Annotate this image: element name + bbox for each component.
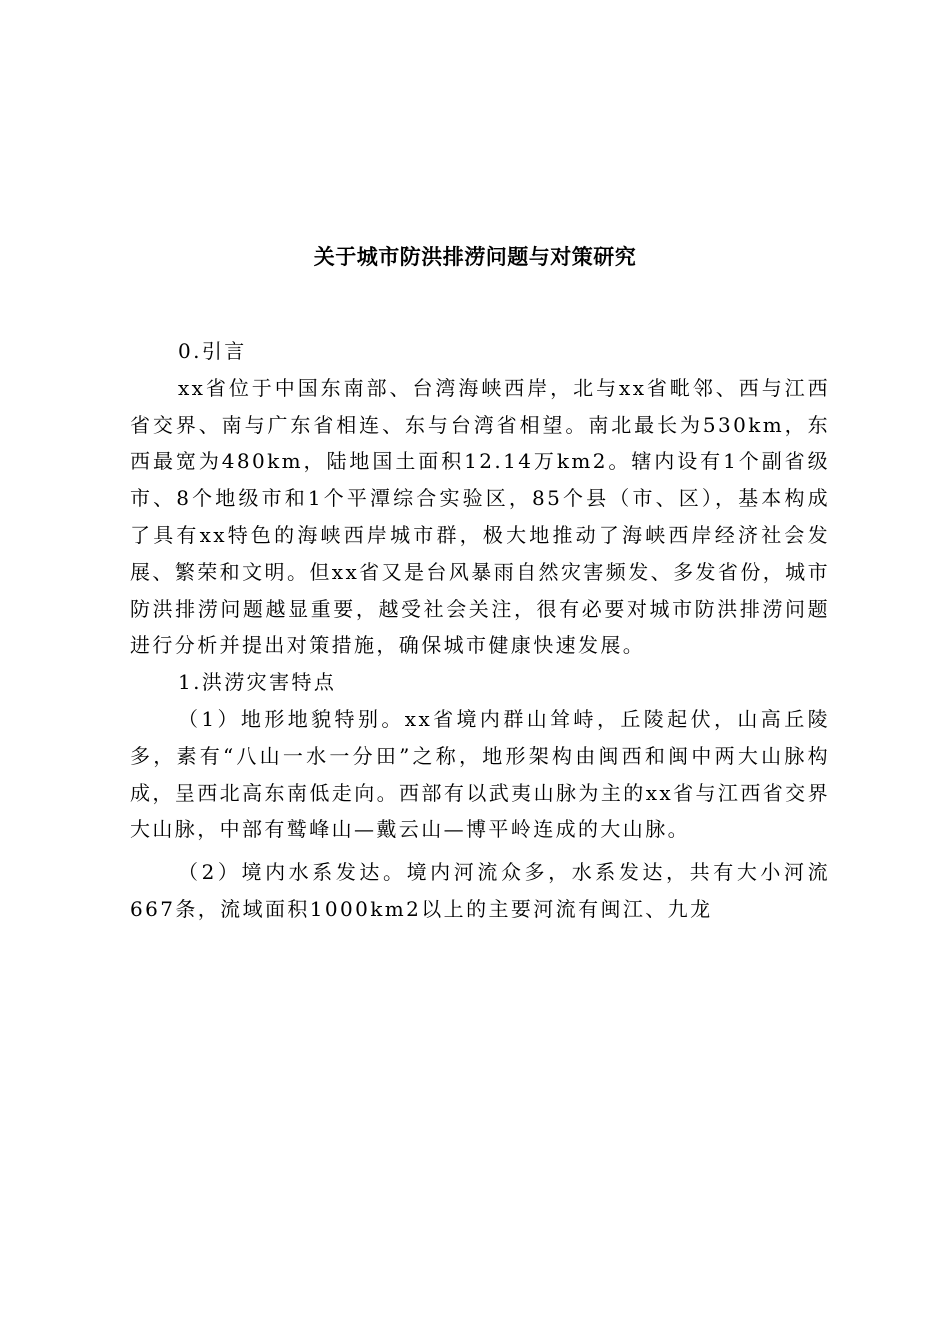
paragraph-terrain: （1）地形地貌特别。xx省境内群山耸峙，丘陵起伏，山高丘陵多，素有“八山一水一分田”之称，地形架构由闽西和闽中两大山脉构成，呈西北高东南低走向。西部有以武夷山脉为主的xx省与江西省交界大山脉，中部有鹫峰山—戴云山—博平岭连成的大山脉。 bbox=[130, 706, 830, 842]
document-body bbox=[130, 333, 830, 928]
section-heading-intro: 0.引言 bbox=[178, 339, 247, 363]
paragraph-intro: xx省位于中国东南部、台湾海峡西岸，北与xx省毗邻、西与江西省交界、南与广东省相连、东与台湾省相望。南北最长为530km，东西最宽为480km，陆地国土面积12.14万km2。辖内设有1个副省级市、8个地级市和1个平潭综合实验区，85个县（市、区），基本构成了具有xx特色的海峡西岸城市群，极大地推动了海峡西岸经济社会发展、繁荣和文明。但xx省又是台风暴雨自然灾害频发、多发省份，城市防洪排涝问题越显重要，越受社会关注，很有必要对城市防洪排涝问题进行分析并提出对策措施，确保城市健康快速发展。 bbox=[130, 375, 830, 658]
document-title: 关于城市防洪排涝问题与对策研究 bbox=[313, 244, 637, 269]
section-heading-flood-features: 1.洪涝灾害特点 bbox=[178, 670, 337, 695]
paragraph-water-system: （2）境内水系发达。境内河流众多，水系发达，共有大小河流667条，流域面积1000km2以上的主要河流有闽江、九龙 bbox=[130, 860, 830, 921]
